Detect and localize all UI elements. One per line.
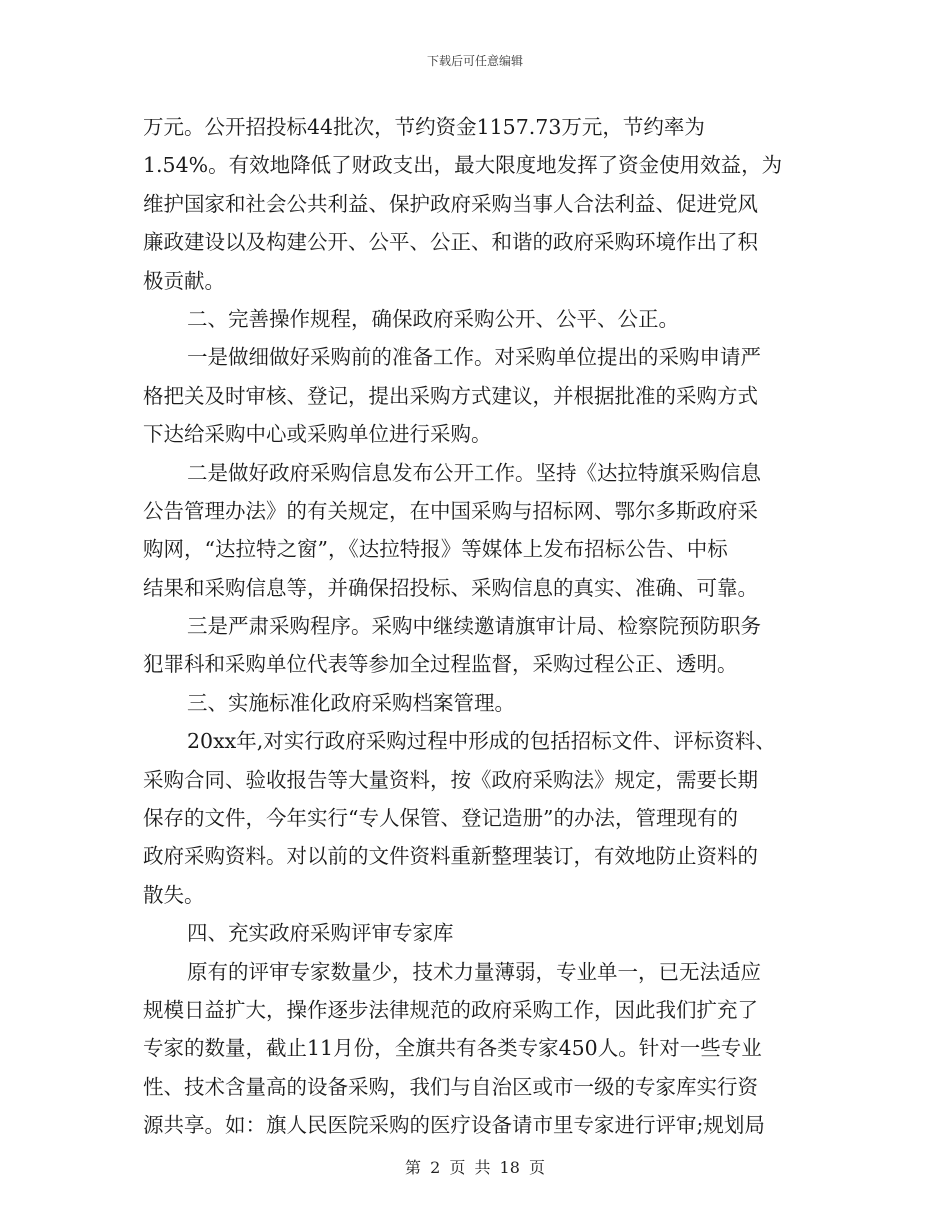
text-line: 专家的数量，截止11月份，全旗共有各类专家450人。针对一些专业 — [143, 1036, 762, 1061]
text-line: 散失。 — [143, 882, 205, 907]
text-line: 公告管理办法》的有关规定，在中国采购与招标网、鄂尔多斯政府采 — [143, 498, 758, 523]
page-footer: 第 2 页 共 18 页 — [405, 1158, 545, 1177]
text-line: 廉政建设以及构建公开、公平、公正、和谐的政府采购环境作出了积 — [143, 230, 758, 255]
text-line: 结果和采购信息等，并确保招投标、采购信息的真实、准确、可靠。 — [143, 575, 758, 600]
text-line: 极贡献。 — [143, 268, 225, 293]
text-line: 1.54%。有效地降低了财政支出，最大限度地发挥了资金使用效益，为 — [143, 153, 783, 178]
text-line: 万元。公开招投标44批次，节约资金1157.73万元，节约率为 — [143, 115, 705, 139]
section-heading: 二、完善操作规程，确保政府采购公开、公平、公正。 — [187, 306, 679, 331]
text-line: 一是做细做好采购前的准备工作。对采购单位提出的采购申请严 — [187, 345, 761, 370]
text-line: 原有的评审专家数量少，技术力量薄弱，专业单一，已无法适应 — [187, 959, 761, 984]
text-line: 维护国家和社会公共利益、保护政府采购当事人合法利益、促进党风 — [143, 191, 758, 216]
text-line: 20xx年,对实行政府采购过程中形成的包括招标文件、评标资料、 — [187, 729, 776, 754]
document-body — [143, 108, 807, 1145]
text-line: 源共享。如：旗人民医院采购的医疗设备请市里专家进行评审;规划局 — [143, 1113, 765, 1138]
text-line: 保存的文件，今年实行“专人保管、登记造册”的办法，管理现有的 — [143, 806, 738, 831]
section-heading: 三、实施标准化政府采购档案管理。 — [187, 690, 515, 715]
text-line: 购网，“达拉特之窗”，《达拉特报》等媒体上发布招标公告、中标 — [143, 537, 728, 562]
text-line: 二是做好政府采购信息发布公开工作。坚持《达拉特旗采购信息 — [187, 460, 761, 485]
text-line: 犯罪科和采购单位代表等参加全过程监督，采购过程公正、透明。 — [143, 652, 738, 677]
text-line: 规模日益扩大，操作逐步法律规范的政府采购工作，因此我们扩充了 — [143, 997, 758, 1022]
page-header: 下载后可任意编辑 — [426, 54, 523, 68]
text-line: 格把关及时审核、登记，提出采购方式建议，并根据批准的采购方式 — [143, 383, 758, 408]
text-line: 三是严肃采购程序。采购中继续邀请旗审计局、检察院预防职务 — [187, 614, 761, 639]
text-line: 下达给采购中心或采购单位进行采购。 — [143, 422, 492, 447]
section-heading: 四、充实政府采购评审专家库 — [187, 921, 454, 946]
text-line: 采购合同、验收报告等大量资料，按《政府采购法》规定，需要长期 — [143, 767, 758, 792]
text-line: 政府采购资料。对以前的文件资料重新整理装订，有效地防止资料的 — [143, 844, 758, 869]
text-line: 性、技术含量高的设备采购，我们与自治区或市一级的专家库实行资 — [143, 1074, 758, 1099]
